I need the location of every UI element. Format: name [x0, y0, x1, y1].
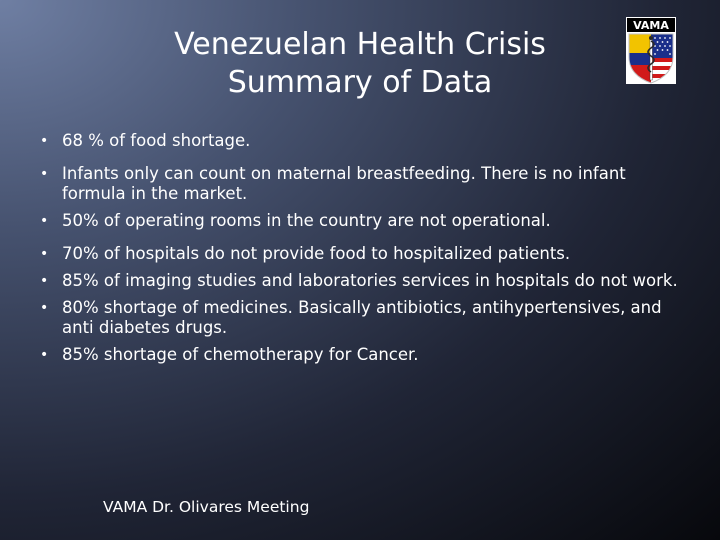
- bullet-item-medicines: • 80% shortage of medicines. Basically antibiotics, antihypertensives, and anti diabetes drugs.: [40, 298, 690, 338]
- slide-title: [110, 26, 610, 102]
- slide-footer: VAMA Dr. Olivares Meeting: [103, 498, 310, 516]
- slide-title-line-2: Summary of Data: [227, 65, 493, 100]
- bullet-item-food-shortage: • 68 % of food shortage.: [40, 131, 690, 151]
- bullet-item-hospital-food: • 70% of hospitals do not provide food to hospitalized patients.: [40, 244, 690, 264]
- logo-text: VAMA: [633, 19, 669, 32]
- bullet-item-operating-rooms: • 50% of operating rooms in the country are not operational.: [40, 211, 690, 231]
- slide-title-line-1: Venezuelan Health Crisis: [174, 27, 546, 62]
- vama-shield-logo: [626, 17, 676, 84]
- bullet-item-infant-formula: • Infants only can count on maternal breastfeeding. There is no infant formula in the market.: [40, 164, 690, 204]
- bullet-item-chemotherapy: • 85% shortage of chemotherapy for Cancer.: [40, 345, 690, 365]
- bullet-list: [40, 131, 690, 365]
- bullet-item-imaging-labs: • 85% of imaging studies and laboratories services in hospitals do not work.: [40, 271, 690, 291]
